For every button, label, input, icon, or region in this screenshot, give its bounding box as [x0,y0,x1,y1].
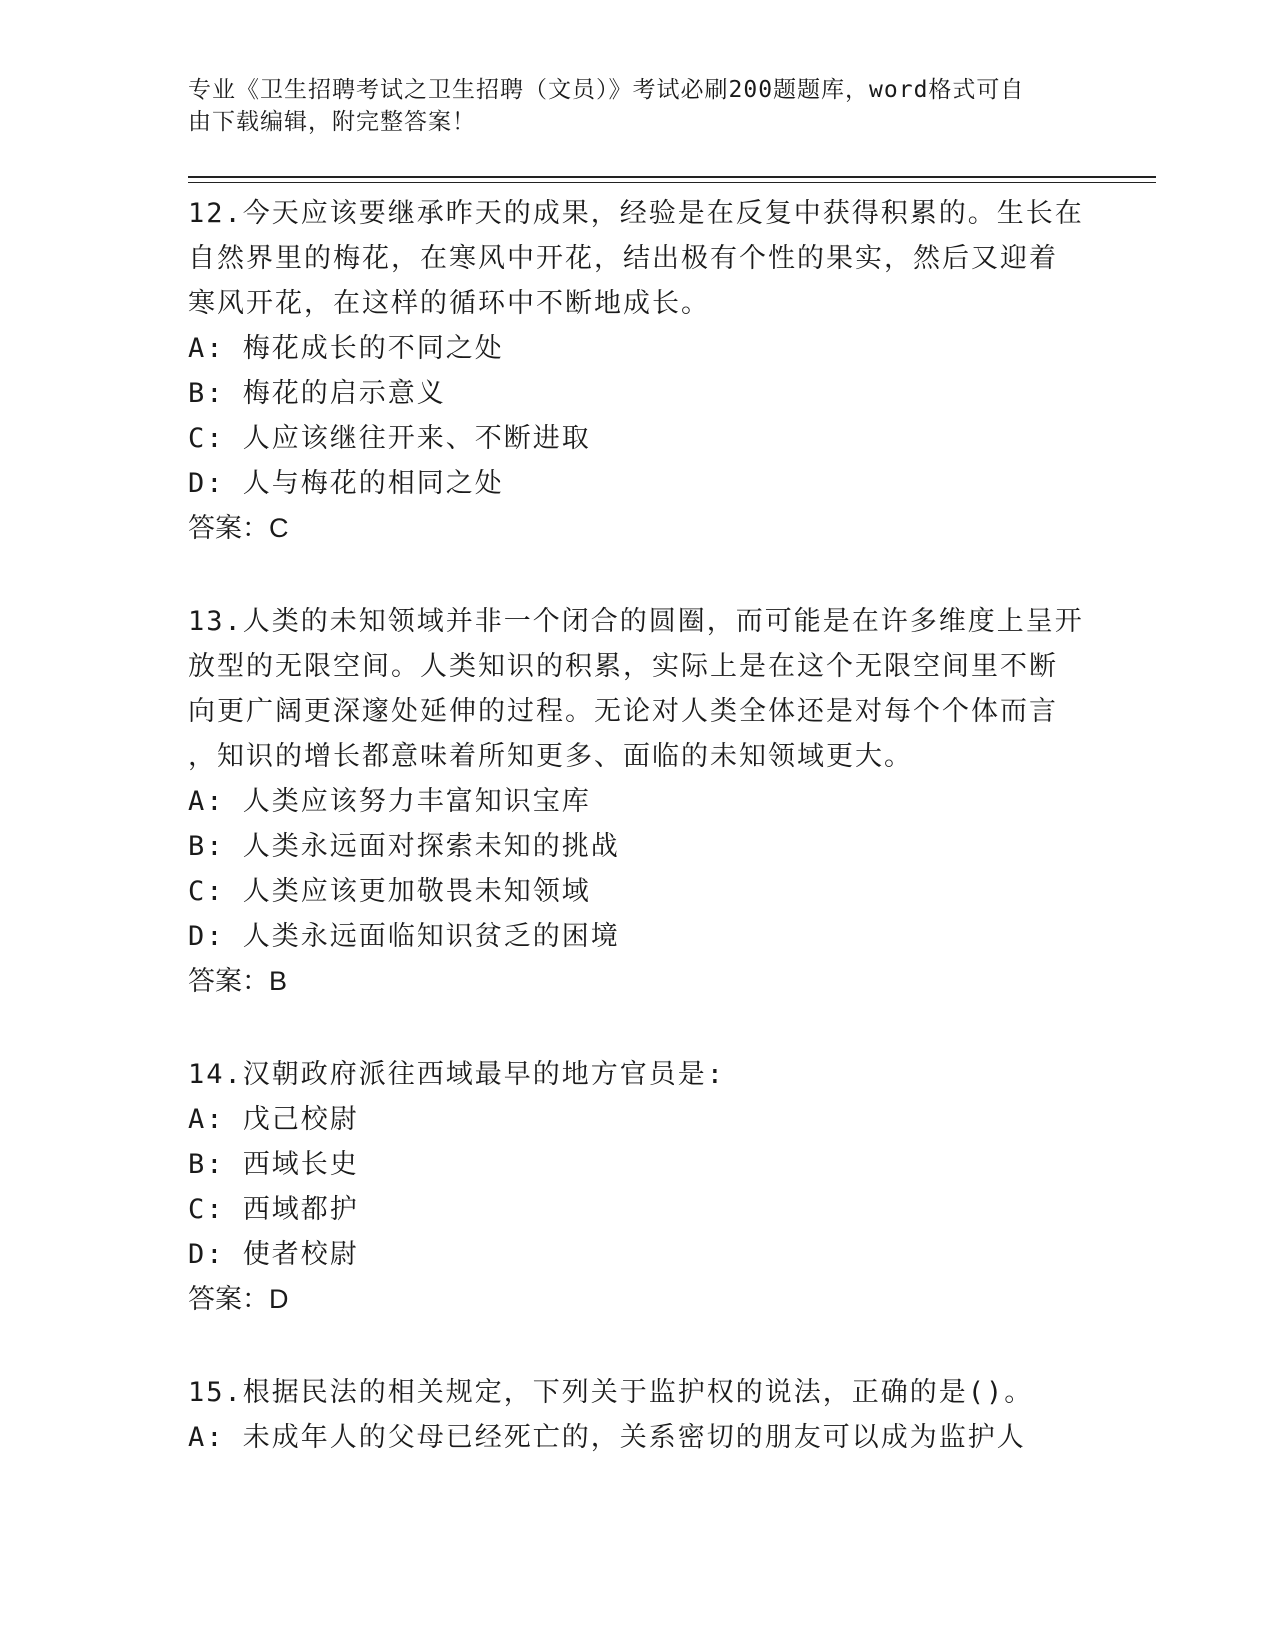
question-stem-line: 放型的无限空间。人类知识的积累，实际上是在这个无限空间里不断 [188,651,1058,682]
question-stem-line: 13.人类的未知领域并非一个闭合的圆圈，而可能是在许多维度上呈开 [188,606,1084,637]
option-a: A: 梅花成长的不同之处 [188,333,504,364]
document-header [188,74,1068,138]
question-stem-line: 14.汉朝政府派往西域最早的地方官员是: [188,1059,726,1090]
question-stem-line: 自然界里的梅花，在寒风中开花，结出极有个性的果实，然后又迎着 [188,243,1058,274]
answer-line: 答案：B [188,966,288,996]
header-rule-thin [188,182,1156,183]
option-a: A: 未成年人的父母已经死亡的，关系密切的朋友可以成为监护人 [188,1422,1026,1453]
option-c: C: 人类应该更加敬畏未知领域 [188,876,591,907]
question-stem-line: ，知识的增长都意味着所知更多、面临的未知领域更大。 [188,741,913,772]
option-b: B: 梅花的启示意义 [188,378,446,409]
option-a: A: 戊己校尉 [188,1104,359,1135]
option-a: A: 人类应该努力丰富知识宝库 [188,786,591,817]
option-d: D: 人与梅花的相同之处 [188,468,504,499]
question-14 [188,1052,1088,1322]
option-b: B: 西域长史 [188,1149,359,1180]
option-b: B: 人类永远面对探索未知的挑战 [188,831,620,862]
question-15 [188,1370,1088,1460]
question-12 [188,191,1088,551]
question-stem-line: 寒风开花，在这样的循环中不断地成长。 [188,288,710,319]
question-13 [188,599,1088,1004]
question-stem-line: 向更广阔更深邃处延伸的过程。无论对人类全体还是对每个个体而言 [188,696,1058,727]
header-line-2: 由下载编辑，附完整答案！ [188,109,476,135]
header-rule-thick [188,176,1156,178]
option-c: C: 人应该继往开来、不断进取 [188,423,591,454]
answer-line: 答案：D [188,1284,289,1314]
answer-line: 答案：C [188,513,289,543]
header-line-1: 专业《卫生招聘考试之卫生招聘（文员）》考试必刷200题题库，word格式可自 [188,77,1025,103]
question-stem-line: 12.今天应该要继承昨天的成果，经验是在反复中获得积累的。生长在 [188,198,1084,229]
question-list [188,191,1088,1508]
option-d: D: 人类永远面临知识贫乏的困境 [188,921,620,952]
option-c: C: 西域都护 [188,1194,359,1225]
question-stem-line: 15.根据民法的相关规定，下列关于监护权的说法，正确的是()。 [188,1377,1034,1408]
option-d: D: 使者校尉 [188,1239,359,1270]
